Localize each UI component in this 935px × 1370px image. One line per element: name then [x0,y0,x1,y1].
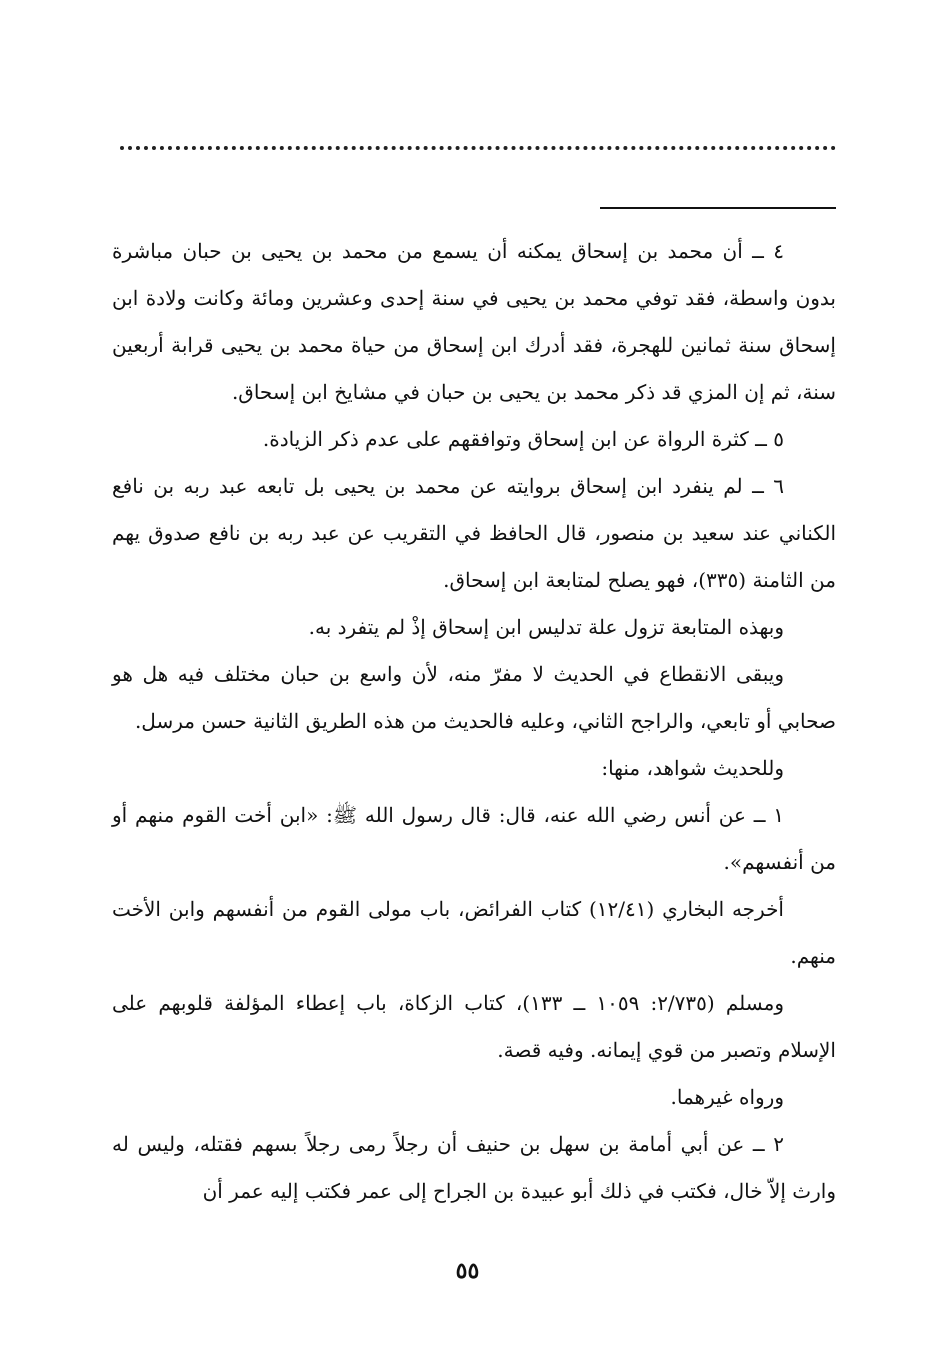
point-5-paragraph: ٥ ــ كثرة الرواة عن ابن إسحاق وتوافقهم على عدم ذكر الزيادة. [262,427,784,451]
shawahid-heading: وللحديث شواهد، منها: [601,756,784,780]
hadith-1-paragraph: ١ ــ عن أنس رضي الله عنه، قال: قال رسول الله ﷺ: «ابن أخت القوم منهم أو من أنفسهم». [112,803,836,874]
dotted-separator [120,146,836,150]
others-reference: ورواه غيرهما. [670,1085,784,1109]
inqitaa-paragraph: ويبقى الانقطاع في الحديث لا مفرّ منه، لأن واسع بن حبان مختلف فيه هل هو صحابي أو تابعي، والراجح الثاني، وعليه فالحديث من هذه الطريق الثانية حسن مرسل. [112,662,836,733]
mutabaa-paragraph: وبهذه المتابعة تزول علة تدليس ابن إسحاق إذْ لم يتفرد به. [308,615,784,639]
point-6-paragraph: ٦ ــ لم ينفرد ابن إسحاق بروايته عن محمد بن يحيى بل تابعه عبد ربه بن نافع الكناني عند سعيد بن منصور، قال الحافظ في التقريب عن عبد ربه بن نافع صدوق يهم من الثامنة (٣٣٥)، فهو يصلح لمتابعة ابن إسحاق. [112,474,836,592]
page-body [112,228,836,1215]
bukhari-reference: أخرجه البخاري (١٢/٤١) كتاب الفرائض، باب مولى القوم من أنفسهم وابن الأخت منهم. [112,897,836,968]
muslim-reference: ومسلم (٢/٧٣٥: ١٠٥٩ ــ ١٣٣)، كتاب الزكاة، باب إعطاء المؤلفة قلوبهم على الإسلام وتصبر من قوي إيمانه. وفيه قصة. [112,991,836,1062]
footnote-rule [600,207,836,209]
hadith-2-paragraph: ٢ ــ عن أبي أمامة بن سهل بن حنيف أن رجلاً رمى رجلاً بسهم فقتله، وليس له وارث إلاّ خال، فكتب في ذلك أبو عبيدة بن الجراح إلى عمر فكتب إليه عمر أن [112,1132,836,1203]
page-number: ٥٥ [455,1258,480,1284]
point-4-paragraph: ٤ ــ أن محمد بن إسحاق يمكنه أن يسمع من محمد بن يحيى بن حبان مباشرة بدون واسطة، فقد توفي محمد بن يحيى في سنة إحدى وعشرين ومائة وكانت ولادة ابن إسحاق سنة ثمانين للهجرة، فقد أدرك ابن إسحاق من حياة محمد بن يحيى قرابة أربعين سنة، ثم إن المزي قد ذكر محمد بن يحيى بن حبان في مشايخ ابن إسحاق. [112,239,836,404]
